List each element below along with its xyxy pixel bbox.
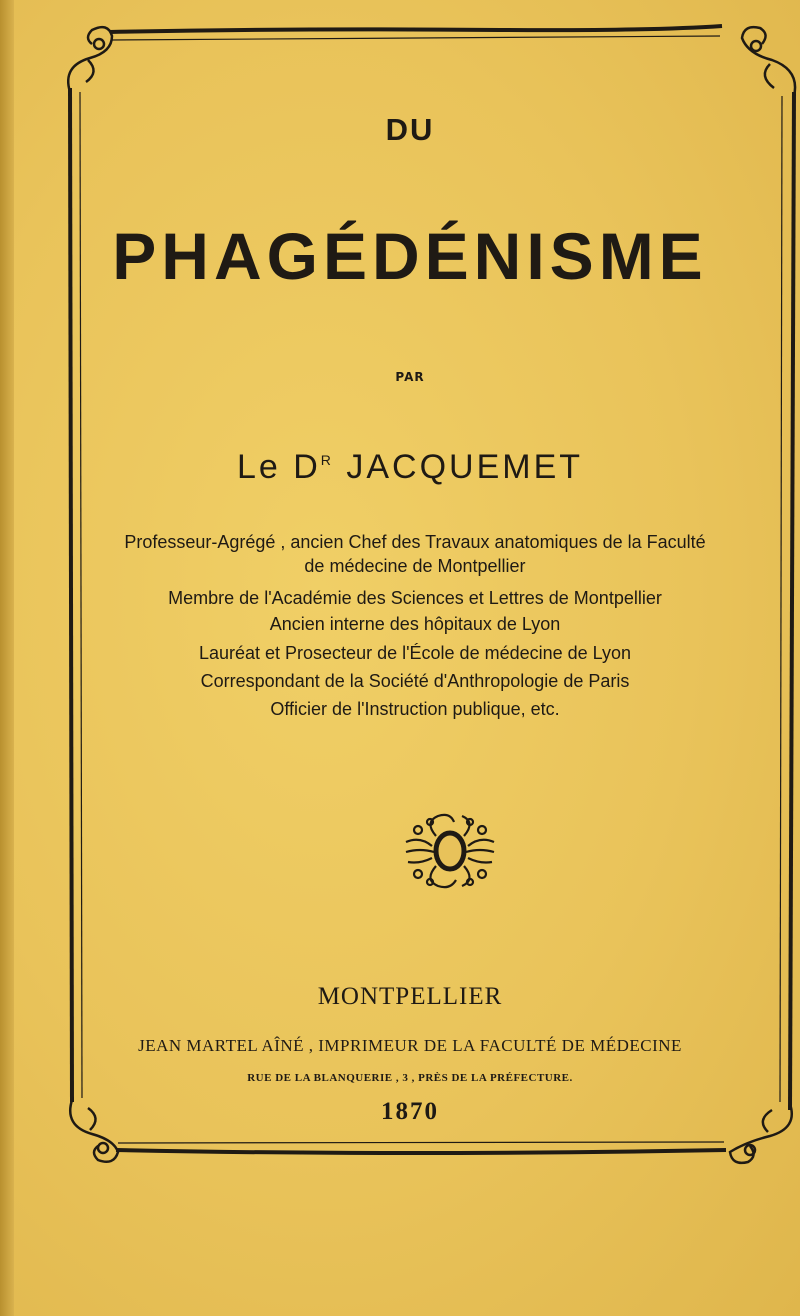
credential-line: Correspondant de la Société d'Anthropologie de Paris bbox=[200, 671, 630, 691]
author-prefix: Le bbox=[236, 448, 281, 486]
credential-line: Professeur-Agrégé , ancien Chef des Travaux anatomiques de la Faculté bbox=[124, 532, 706, 552]
credential-line: Officier de l'Instruction publique, etc. bbox=[270, 699, 560, 719]
by-line: PAR bbox=[395, 370, 425, 384]
author-line bbox=[60, 448, 760, 487]
title-preposition: DU bbox=[385, 112, 435, 147]
corner-flourish-icon bbox=[742, 27, 795, 96]
printer-vignette-icon bbox=[394, 808, 506, 894]
book-title: PHAGÉDÉNISME bbox=[112, 219, 708, 293]
author-honorific: $D^R$ bbox=[293, 448, 334, 486]
publication-city: MONTPELLIER bbox=[317, 983, 503, 1010]
publication-year: 1870 bbox=[381, 1098, 439, 1125]
printer-address: RUE DE LA BLANQUERIE , 3 , PRÈS DE LA PRÉFECTURE. bbox=[247, 1072, 573, 1084]
credential-line: de médecine de Montpellier bbox=[304, 556, 526, 576]
author-name: JACQUEMET bbox=[346, 448, 584, 486]
credential-line: Lauréat et Prosecteur de l'École de médecine de Lyon bbox=[198, 643, 632, 663]
credential-line: Ancien interne des hôpitaux de Lyon bbox=[269, 614, 561, 634]
credential-line: Membre de l'Académie des Sciences et Lettres de Montpellier bbox=[168, 588, 662, 608]
corner-flourish-icon bbox=[68, 27, 112, 92]
printer-line: JEAN MARTEL AÎNÉ , IMPRIMEUR DE LA FACULTÉ DE MÉDECINE bbox=[138, 1036, 682, 1055]
